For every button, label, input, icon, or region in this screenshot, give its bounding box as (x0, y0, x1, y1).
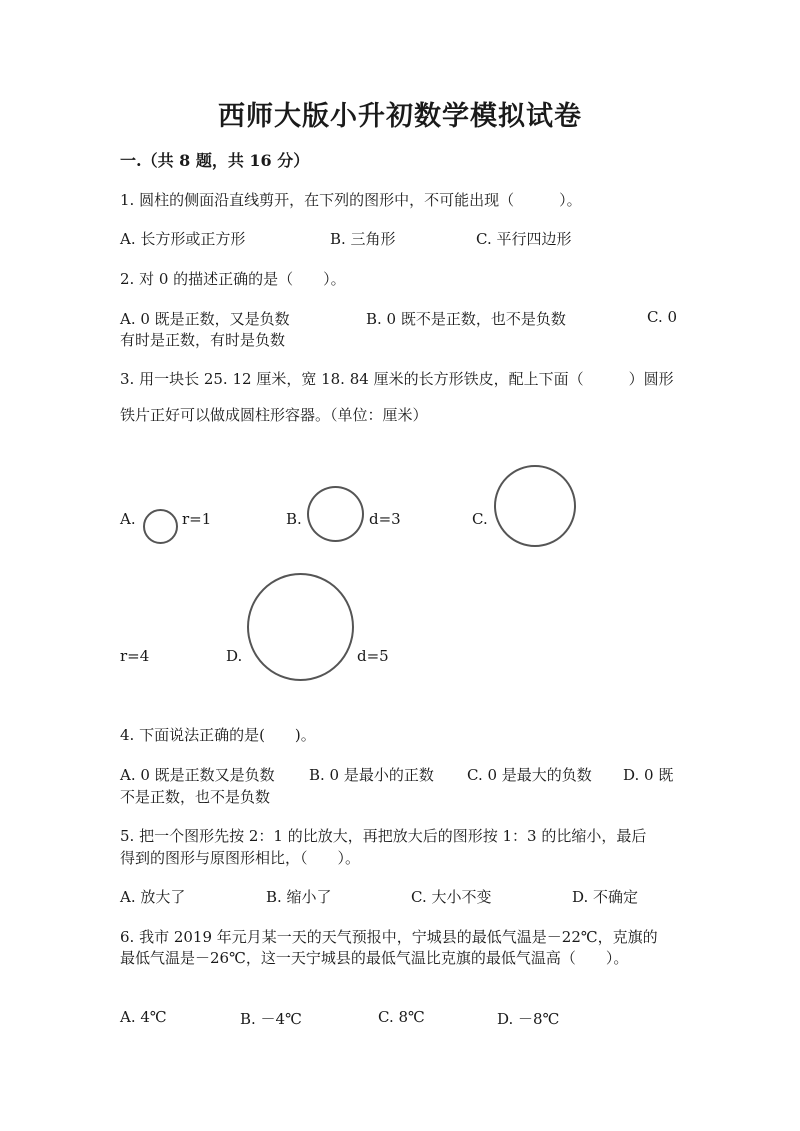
circle-option-c (494, 465, 576, 547)
question-4-stem: 4. 下面说法正确的是( )。 (120, 726, 316, 744)
question-6-option-b: B. －4℃ (240, 1010, 302, 1028)
question-6-option-c: C. 8℃ (378, 1008, 425, 1026)
question-4-option-a: A. 0 既是正数又是负数 (120, 766, 275, 784)
question-6-option-a: A. 4℃ (120, 1008, 167, 1026)
page-title: 西师大版小升初数学模拟试卷 (218, 101, 582, 132)
question-4-option-d: D. 0 既 (623, 766, 674, 784)
circle-option-a (143, 509, 178, 544)
question-3-label-d: d=5 (357, 647, 389, 665)
question-5-option-b: B. 缩小了 (266, 888, 332, 906)
question-5-option-a: A. 放大了 (120, 888, 186, 906)
question-5-option-c: C. 大小不变 (411, 888, 492, 906)
question-4-option-d-continued: 不是正数，也不是负数 (120, 788, 271, 806)
question-1-option-a: A. 长方形或正方形 (120, 230, 246, 248)
question-2-option-b: B. 0 既不是正数，也不是负数 (366, 310, 566, 328)
question-5-stem-line-1: 5. 把一个图形先按 2：1 的比放大，再把放大后的图形按 1：3 的比缩小，最后 (120, 827, 647, 845)
question-4-option-b: B. 0 是最小的正数 (309, 766, 434, 784)
question-1-option-b: B. 三角形 (330, 230, 396, 248)
circle-option-d (247, 573, 354, 681)
question-3-option-a: A. (120, 510, 136, 528)
question-3-stem-line-1: 3. 用一块长 25. 12 厘米，宽 18. 84 厘米的长方形铁皮，配上下面（ ）圆形 (120, 370, 674, 388)
question-2-option-a: A. 0 既是正数，又是负数 (120, 310, 290, 328)
question-3-label-a: r=1 (182, 510, 212, 528)
question-6-stem-line-1: 6. 我市 2019 年元月某一天的天气预报中，宁城县的最低气温是－22℃，克旗的 (120, 928, 658, 946)
question-5-stem-line-2: 得到的图形与原图形相比，（ ）。 (120, 849, 361, 867)
question-3-option-c: C. (472, 510, 488, 528)
question-5-option-d: D. 不确定 (572, 888, 639, 906)
question-3-stem-line-2: 铁片正好可以做成圆柱形容器。（单位：厘米） (120, 406, 428, 424)
circle-option-b (307, 486, 364, 542)
question-2-option-c-continued: 有时是正数，有时是负数 (120, 331, 286, 349)
question-3-option-b: B. (286, 510, 302, 528)
question-1-option-c: C. 平行四边形 (476, 230, 572, 248)
question-4-option-c: C. 0 是最大的负数 (467, 766, 592, 784)
question-3-label-b: d=3 (369, 510, 401, 528)
question-2-stem: 2. 对 0 的描述正确的是（ ）。 (120, 270, 346, 288)
question-3-label-c: r=4 (120, 647, 150, 665)
section-heading: 一.（共 8 题，共 16 分） (120, 151, 310, 170)
question-1-stem: 1. 圆柱的侧面沿直线剪开，在下列的图形中，不可能出现（ ）。 (120, 191, 582, 209)
question-2-option-c: C. 0 (647, 308, 678, 326)
question-6-stem-line-2: 最低气温是－26℃，这一天宁城县的最低气温比克旗的最低气温高（ ）。 (120, 949, 629, 967)
question-3-option-d: D. (226, 647, 243, 665)
question-6-option-d: D. －8℃ (497, 1010, 560, 1028)
